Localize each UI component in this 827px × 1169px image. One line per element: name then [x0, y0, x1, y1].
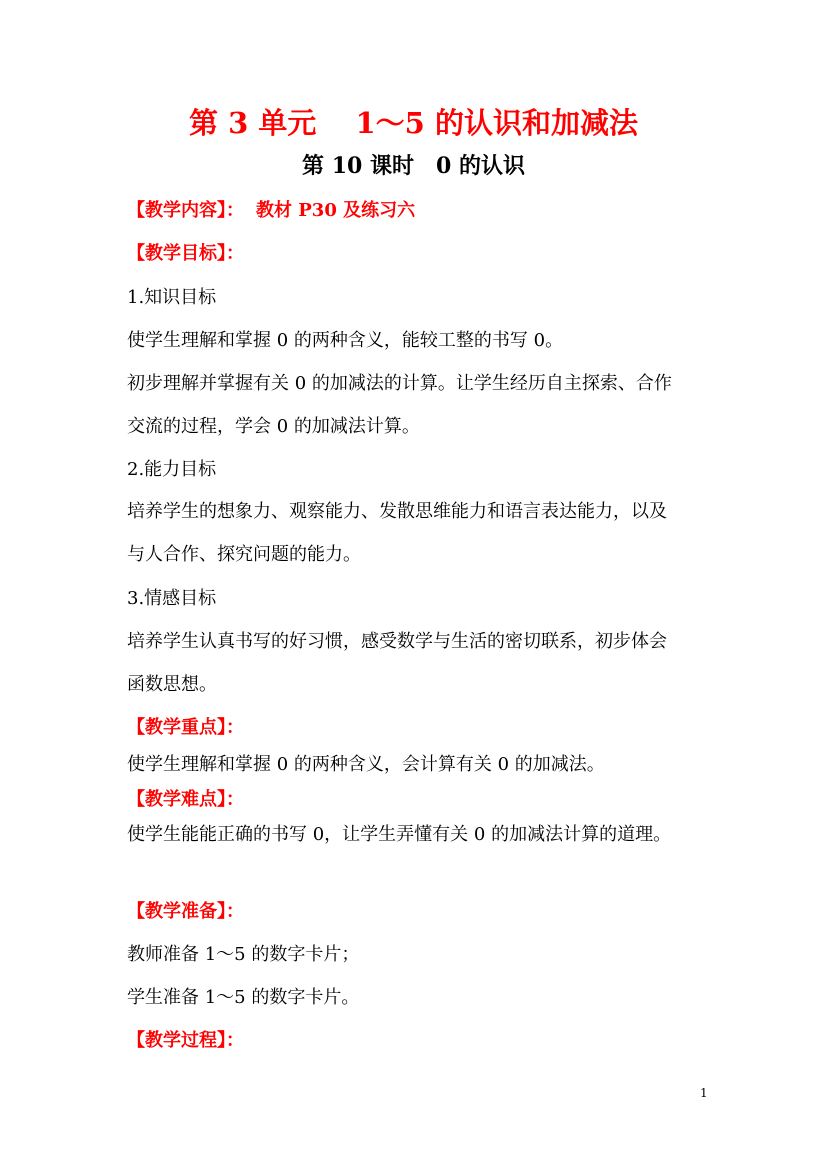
- content-value: 教材 P30 及练习六: [256, 200, 416, 221]
- knowledge-line-2: 初步理解并掌握有关 0 的加减法的计算。让学生经历自主探索、合作: [127, 373, 672, 394]
- knowledge-line-3: 交流的过程，学会 0 的加减法计算。: [127, 416, 420, 437]
- key-points-text: 使学生理解和掌握 0 的两种含义，会计算有关 0 的加减法。: [127, 754, 605, 775]
- ability-line-1: 培养学生的想象力、观察能力、发散思维能力和语言表达能力，以及: [127, 501, 667, 522]
- objectives-label: 【教学目标】：: [127, 243, 244, 264]
- emotion-line-1: 培养学生认真书写的好习惯，感受数学与生活的密切联系，初步体会: [127, 631, 667, 652]
- difficult-points-text: 使学生能能正确的书写 0，让学生弄懂有关 0 的加减法计算的道理。: [127, 824, 672, 845]
- emotion-line-2: 函数思想。: [127, 674, 217, 695]
- preparation-line-2: 学生准备 1～5 的数字卡片。: [127, 987, 360, 1008]
- preparation-label: 【教学准备】：: [127, 901, 244, 922]
- unit-title: 第 3 单元 1～5 的认识和加减法: [189, 106, 638, 140]
- emotion-heading: 3.情感目标: [127, 588, 217, 609]
- process-label: 【教学过程】：: [127, 1030, 244, 1051]
- preparation-line-1: 教师准备 1～5 的数字卡片；: [127, 944, 360, 965]
- ability-line-2: 与人合作、探究问题的能力。: [127, 544, 361, 565]
- page-number: 1: [700, 1086, 708, 1100]
- ability-heading: 2.能力目标: [127, 459, 217, 480]
- knowledge-line-1: 使学生理解和掌握 0 的两种含义，能较工整的书写 0。: [127, 330, 564, 351]
- lesson-title: 第 10 课时 0 的认识: [302, 153, 525, 179]
- knowledge-heading: 1.知识目标: [127, 287, 217, 308]
- difficult-points-label: 【教学难点】：: [127, 789, 244, 810]
- content-label: 【教学内容】：: [127, 200, 244, 221]
- content-row: [127, 199, 415, 223]
- key-points-label: 【教学重点】：: [127, 717, 244, 738]
